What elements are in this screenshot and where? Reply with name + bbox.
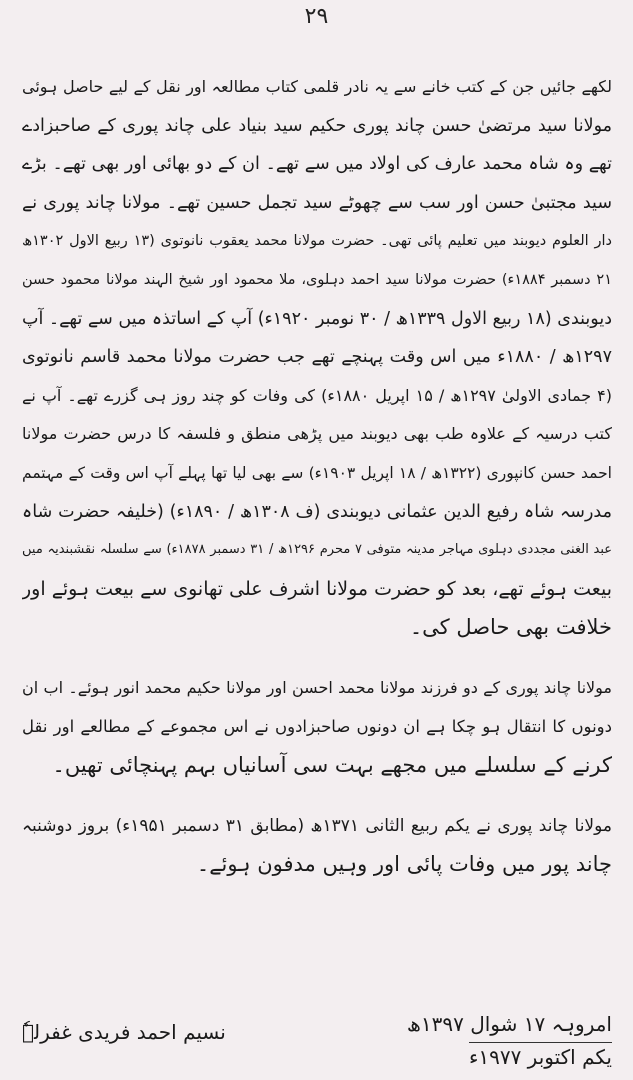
text-line: دار العلوم دیوبند میں تعلیم پائی تھی۔ حضرت مولانا محمد یعقوب نانوتوی (۱۳ ربیع الاول ۱۳۰۲ھ <box>22 233 612 250</box>
paragraph-1 <box>22 68 612 647</box>
text-line: چاند پور میں وفات پائی اور وہیں مدفون ہوئے۔ <box>196 852 612 877</box>
text-line: کتب درسیہ کے علاوہ طب بھی دیوبند میں پڑھی منطق و فلسفہ کا درس حضرت مولانا <box>22 424 612 444</box>
page-number: ۲۹ <box>304 4 329 29</box>
text-line: لکھے جائیں جن کے کتب خانے سے یہ نادر قلمی کتاب مطالعہ اور نقل کے لیے حاصل ہوئی <box>22 77 612 96</box>
paragraph-2 <box>22 669 612 785</box>
footer <box>22 1000 612 1070</box>
text-line: سید مجتبیٰ حسن اور سب سے چھوٹے سید تجمل حسین تھے۔ مولانا چاند پوری نے <box>22 192 612 213</box>
text-line: دیوبندی (۱۸ ربیع الاول ۱۳۳۹ھ / ۳۰ نومبر ۱۹۲۰ء) آپ کے اساتذہ میں سے تھے۔ آپ <box>22 308 612 329</box>
text-line: تھے وہ شاہ محمد عارف کی اولاد میں سے تھے۔ ان کے دو بھائی اور بھی تھے۔ بڑے <box>22 154 612 175</box>
body-text <box>22 68 612 884</box>
text-line: ۱۲۹۷ھ / ۱۸۸۰ء میں اس وقت پہنچے تھے جب حضرت مولانا محمد قاسم نانوتوی <box>22 347 612 368</box>
author-signature: نسیم احمد فریدی غفرلہٗ <box>22 1020 226 1044</box>
text-line: بیعت ہوئے تھے، بعد کو حضرت مولانا اشرف علی تھانوی سے بیعت ہوئے اور <box>22 577 612 600</box>
text-line: مدرسہ شاہ رفیع الدین عثمانی دیوبندی (ف ۱۳۰۸ھ / ۱۸۹۰ء) (خلیفہ حضرت شاہ <box>22 501 612 522</box>
date-gregorian: یکم اکتوبر ۱۹۷۷ء <box>469 1042 612 1069</box>
text-line: مولانا سید مرتضیٰ حسن چاند پوری حکیم سید بنیاد علی چاند پوری کے صاحبزادے <box>22 115 612 136</box>
text-line: عبد الغنی مجددی دہلوی مہاجر مدینہ متوفی ۷ محرم ۱۲۹۶ھ / ۳۱ دسمبر ۱۸۷۸ء) سے سلسلہ نقشبندیہ میں <box>22 542 612 558</box>
date-hijri: امروہہ ۱۷ شوال ۱۳۹۷ھ <box>406 1012 612 1036</box>
text-line: احمد حسن کانپوری (۱۳۲۲ھ / ۱۸ اپریل ۱۹۰۳ء) سے بھی لیا تھا پہلے آپ اس وقت کے مہتمم <box>22 463 612 482</box>
text-line: خلافت بھی حاصل کی۔ <box>409 615 612 640</box>
text-line: مولانا چاند پوری نے یکم ربیع الثانی ۱۳۷۱ھ (مطابق ۳۱ دسمبر ۱۹۵۱ء) بروز دوشنبہ <box>22 815 612 836</box>
text-line: دونوں کا انتقال ہو چکا ہے ان دونوں صاحبزادوں نے اس مجموعے کے مطالعے اور نقل <box>22 716 612 736</box>
text-line: کرنے کے سلسلے میں مجھے بہت سی آسانیاں بہم پہنچائی تھیں۔ <box>52 753 612 778</box>
paragraph-3 <box>22 807 612 884</box>
text-line: ۲۱ دسمبر ۱۸۸۴ء) حضرت مولانا سید احمد دہلوی، ملا محمود اور شیخ الہند مولانا محمود حسن <box>22 271 612 288</box>
text-line: مولانا چاند پوری کے دو فرزند مولانا محمد احسن اور مولانا حکیم محمد انور ہوئے۔ اب ان <box>22 677 612 697</box>
text-line: (۴ جمادی الاولیٰ ۱۲۹۷ھ / ۱۵ اپریل ۱۸۸۰ء) کی وفات کو چند روز ہی گزرے تھے۔ آپ نے <box>22 385 612 405</box>
